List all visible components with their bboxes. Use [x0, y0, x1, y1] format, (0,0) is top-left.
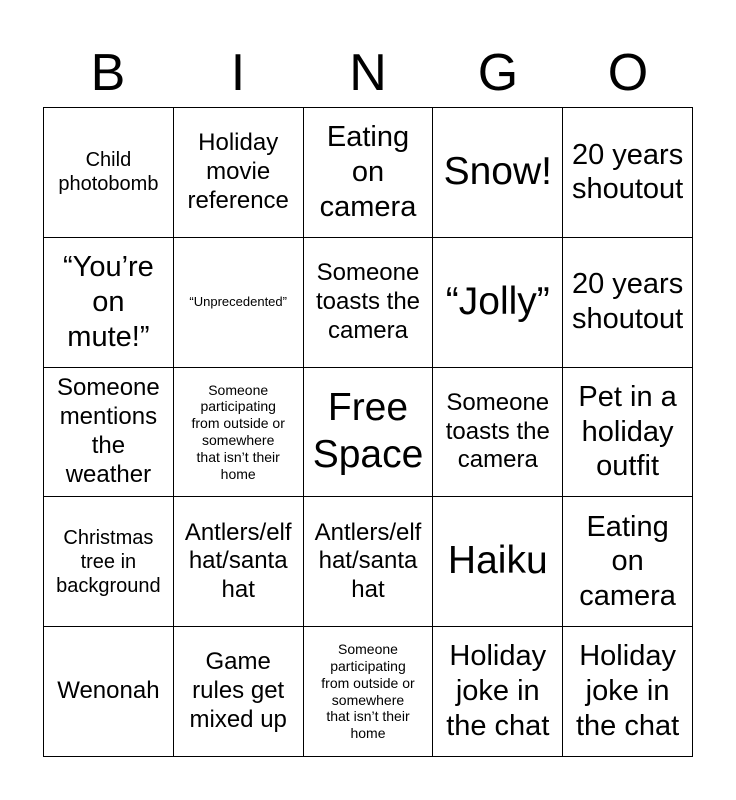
bingo-cell[interactable] [563, 108, 693, 238]
cell-text: Haiku [447, 539, 548, 583]
bingo-cell[interactable] [433, 108, 563, 238]
bingo-cell[interactable] [44, 497, 174, 627]
cell-text: Someone mentions the weather [57, 374, 160, 488]
bingo-cell[interactable] [304, 238, 434, 368]
bingo-cell[interactable] [44, 368, 174, 498]
bingo-cell[interactable] [174, 627, 304, 757]
bingo-cell[interactable] [563, 497, 693, 627]
cell-text: Holiday joke in the chat [446, 640, 550, 742]
cell-text: Antlers/elf hat/santa hat [314, 518, 422, 604]
cell-text: “You’re on mute!” [62, 251, 154, 353]
cell-text: 20 years shoutout [571, 268, 684, 336]
header-letter-g: G [477, 44, 519, 102]
bingo-cell[interactable] [174, 108, 304, 238]
cell-text: Someone toasts the camera [315, 259, 421, 344]
cell-text: Eating on camera [579, 510, 676, 613]
bingo-cell[interactable] [563, 368, 693, 498]
cell-text: 20 years shoutout [571, 138, 684, 206]
bingo-cell[interactable] [44, 238, 174, 368]
header-letter-n: N [349, 44, 387, 102]
bingo-cell[interactable] [304, 108, 434, 238]
cell-text: Someone participating from outside or somewhere that isn’t their home [321, 641, 415, 742]
cell-text: Child photobomb [58, 149, 159, 196]
cell-text: Snow! [443, 150, 552, 193]
bingo-cell[interactable] [563, 238, 693, 368]
bingo-cell[interactable] [433, 627, 563, 757]
bingo-cell[interactable] [44, 627, 174, 757]
bingo-cell[interactable] [174, 238, 304, 368]
cell-text: Someone participating from outside or somewhere that isn’t their home [191, 381, 285, 482]
cell-text: Game rules get mixed up [189, 648, 287, 733]
header-letter-o: O [607, 44, 649, 102]
cell-text: Holiday movie reference [187, 129, 289, 214]
bingo-cell[interactable] [174, 497, 304, 627]
cell-text: Christmas tree in background [56, 526, 161, 597]
bingo-cell[interactable] [304, 497, 434, 627]
bingo-cell[interactable] [433, 238, 563, 368]
bingo-cell[interactable] [174, 368, 304, 498]
bingo-board [43, 107, 693, 757]
cell-text: Pet in a holiday outfit [578, 380, 677, 483]
cell-text: Eating on camera [319, 121, 417, 223]
cell-text: “Unprecedented” [189, 294, 287, 310]
free-space-label: Free Space [312, 386, 424, 476]
bingo-cell[interactable] [433, 368, 563, 498]
cell-text: Wenonah [57, 677, 160, 705]
cell-text: Someone toasts the camera [445, 388, 550, 474]
cell-text: Antlers/elf hat/santa hat [184, 518, 292, 604]
header-letter-i: I [230, 44, 246, 102]
bingo-cell[interactable] [44, 108, 174, 238]
cell-text: “Jolly” [445, 279, 550, 323]
bingo-cell[interactable] [304, 627, 434, 757]
cell-text: Holiday joke in the chat [576, 640, 680, 742]
bingo-cell[interactable] [433, 497, 563, 627]
bingo-cell[interactable] [563, 627, 693, 757]
bingo-header [43, 40, 693, 106]
header-letter-b: B [90, 44, 126, 102]
free-space-cell[interactable] [304, 368, 434, 498]
